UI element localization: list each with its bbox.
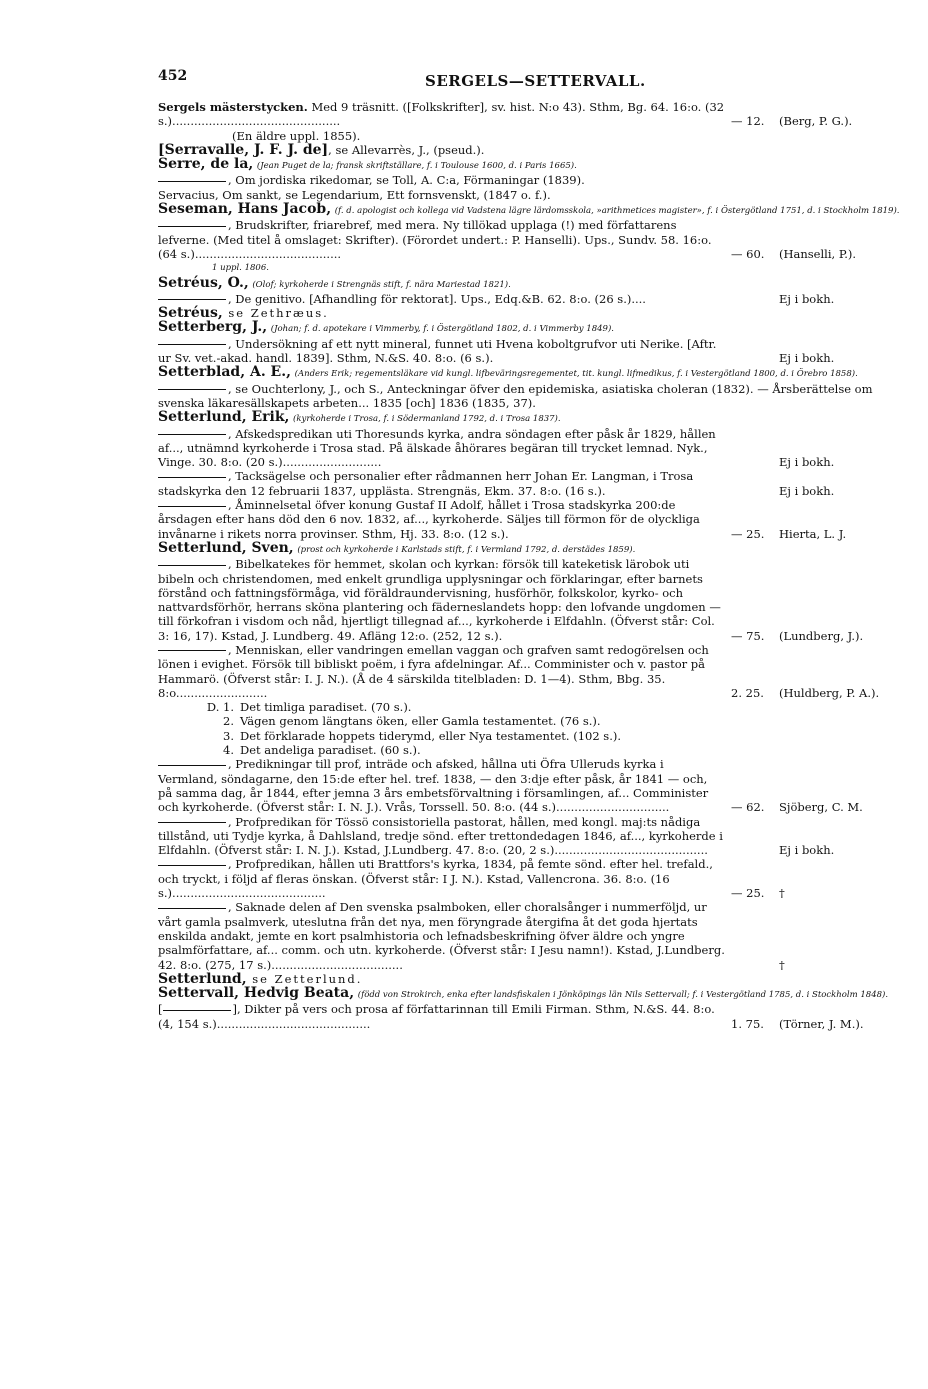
publisher: (Lundberg, J.). bbox=[779, 628, 864, 643]
volume-item bbox=[158, 714, 903, 728]
author-name: Setterberg, J., bbox=[158, 319, 268, 336]
author-bio: (född von Strokirch, enka efter landsfiskalen i Jönköpings län Nils Settervall; f. i Vestergötland 1785, d. i Stockholm 1848). bbox=[357, 990, 889, 1001]
entry-text: se Zethræus. bbox=[222, 306, 329, 321]
publisher: Hierta, L. J. bbox=[779, 526, 847, 541]
volume-label: 3. bbox=[223, 728, 234, 743]
entry-text: , Menniskan, eller vandringen emellan vaggan och grafven samt redogörelsen och lönen i evighet. Försök till bibliskt poëm, i fyra afdelningar. Af... Comminister och v. pastor på Hammarö. (Öfverst står: I. J. N.). (Å de 4 särskilda titelbladen: D. 1—4). Sthm, Bbg. 35. 8:o......................... bbox=[158, 642, 709, 700]
publisher: Ej i bokh. bbox=[779, 291, 835, 306]
volume-label: D. 1. bbox=[206, 700, 234, 715]
ditto-dash bbox=[158, 344, 226, 345]
ditto-dash bbox=[158, 650, 226, 651]
entry-text: , Brudskrifter, friarebref, med mera. Ny tillökad upplaga (!) med författarens lefverne. (Med titel å omslaget: Skrifter). (Förordet undert.: P. Hanselli). Ups., Sundv. 58. 16:o. (64 s.)........................................ bbox=[158, 218, 712, 261]
author-bio: (kyrkoherde i Trosa, f. i Södermanland 1792, d. i Trosa 1837). bbox=[293, 414, 561, 425]
author-bio: (f. d. apologist och kollega vid Vadstena lägre lärdomsskola, »arithmetices magister», f. i Östergötland 1751, d. i Stockholm 1819). bbox=[334, 206, 900, 217]
publisher: Sjöberg, C. M. bbox=[779, 800, 863, 815]
price: 1. 75. bbox=[731, 1016, 764, 1031]
entry-setterblad bbox=[158, 365, 903, 381]
author-name: Setréus, bbox=[158, 305, 223, 322]
publisher: (Huldberg, P. A.). bbox=[779, 685, 880, 700]
entry-sven-work-5 bbox=[158, 857, 903, 900]
volume-title: Det timliga paradiset. (70 s.). bbox=[240, 700, 412, 715]
publisher: (Berg, P. G.). bbox=[779, 114, 853, 129]
entry-text: , Profpredikan för Tössö consistoriella pastorat, hållen, med kongl. maj:ts nådiga tillstånd, uti Tydje kyrka, å Dahlsland, tredje sönd. efter trettondedagen 1846, af..., kyrkoherde i Elfdahln. (Öfverst står: I. N. J.). Kstad, J.Lundberg. 47. 8:o. (20, 2 s.).......................................... bbox=[158, 814, 723, 858]
entry-settervall bbox=[158, 986, 903, 1002]
entry-setterberg bbox=[158, 320, 903, 336]
ditto-dash bbox=[158, 299, 226, 300]
entry-setterlund-ref bbox=[158, 972, 903, 986]
entry-text: , se Allevarrès, J., (pseud.). bbox=[328, 142, 485, 157]
ditto-dash bbox=[163, 1010, 231, 1011]
author-bio: (Olof; kyrkoherde i Strengnäs stift, f. nära Mariestad 1821). bbox=[252, 279, 511, 290]
dagger-mark: † bbox=[779, 957, 785, 972]
volume-item bbox=[158, 700, 903, 714]
publisher: Ej i bokh. bbox=[779, 455, 835, 470]
entry-erik-work-1 bbox=[158, 427, 903, 470]
ditto-dash bbox=[158, 565, 226, 566]
author-name: Seseman, Hans Jacob, bbox=[158, 201, 332, 218]
author-bio: (Johan; f. d. apotekare i Vimmerby, f. i Östergötland 1802, d. i Vimmerby 1849). bbox=[270, 324, 614, 335]
entry-setreus bbox=[158, 276, 903, 292]
dagger-mark: † bbox=[779, 886, 785, 901]
ditto-dash bbox=[158, 822, 226, 823]
entry-text: ], Dikter på vers och prosa af författarinnan till Emili Firman. Sthm, N.&S. 44. 8:o. (4, 154 s.).......................................... bbox=[158, 1002, 715, 1031]
price: — 25. bbox=[731, 526, 765, 541]
ditto-dash bbox=[158, 389, 226, 390]
entry-sven-work-3 bbox=[158, 757, 903, 814]
author-bio: (Jean Puget de la; fransk skriftställare, f. i Toulouse 1600, d. i Paris 1665). bbox=[256, 161, 577, 172]
publisher: (Hanselli, P.). bbox=[779, 246, 857, 261]
entry-text: , Undersökning af ett nytt mineral, funnet uti Hvena koboltgrufvor uti Nerike. [Aftr. ur Sv. vet.-akad. handl. 1839]. Sthm, N.&S. 40. 8:o. (6 s.). bbox=[158, 336, 717, 366]
entry-text: , Åminnelsetal öfver konung Gustaf II Adolf, hållet i Trosa stadskyrka 200:de årsdagen efter hans död den 6 nov. 1832, af..., kyrkoherde. Säljes till förmon för de olyckliga invånarne i rikets norra provinser. Sthm, Hj. 33. 8:o. (12 s.). bbox=[158, 498, 700, 541]
author-name: Setterblad, A. E., bbox=[158, 364, 291, 381]
entry-serre bbox=[158, 157, 903, 173]
volume-item bbox=[158, 729, 903, 743]
catalog-entries bbox=[158, 100, 903, 1031]
entry-text: , Profpredikan, hållen uti Brattfors's kyrka, 1834, på femte sönd. efter hel. trefald., och tryckt, i följd af fleras önskan. (Öfverst står: I J. N.). Kstad, Vallencrona. 36. 8:o. (16 s.).......................................... bbox=[158, 857, 713, 901]
author-name: Setréus, O., bbox=[158, 274, 249, 291]
entry-text: , Om jordiska rikedomar, se Toll, A. C:a, Förmaningar (1839). bbox=[228, 173, 585, 188]
price: — 62. bbox=[731, 800, 765, 815]
entry-settervall-work: [ ], Dikter på vers och prosa af författarinnan till Emili Firman. Sthm, N.&S. 44. 8:o. (4, 154 s.).......................................... 1. 75. (Törner, J. M.). bbox=[158, 1002, 903, 1031]
entry-setreus-work bbox=[158, 292, 903, 306]
volume-label: 2. bbox=[223, 714, 234, 729]
author-name: Setterlund, bbox=[158, 970, 247, 987]
ditto-dash bbox=[158, 181, 226, 182]
entry-note: 1 uppl. 1806. bbox=[212, 263, 269, 274]
author-bio: (Anders Erik; regementsläkare vid kungl. lifbeväringsregementet, tit. kungl. lifmedikus, f. i Vestergötland 1800, d. i Örebro 1858). bbox=[294, 369, 858, 380]
entry-sven-work-4 bbox=[158, 815, 903, 858]
publisher: Ej i bokh. bbox=[779, 351, 835, 366]
entry-text: , Afskedspredikan uti Thoresunds kyrka, andra söndagen efter påsk år 1829, hållen af..., utnämnd kyrkoherde i Trosa stad. På älskade åhörares begäran till trycket lemnad. Nyk., Vinge. 30. 8:o. (20 s.)........................... bbox=[158, 426, 716, 470]
entry-text: Med 9 träsnitt. ([Folkskrifter], sv. hist. N:o 43). Sthm, Bg. 64. 16:o. (32 s.).............................................. bbox=[158, 100, 725, 129]
entry-setterberg-work bbox=[158, 337, 903, 366]
entry-sven-work-6 bbox=[158, 900, 903, 971]
entry-setreus-ref bbox=[158, 306, 903, 320]
volume-label: 4. bbox=[223, 743, 234, 758]
entry-erik-work-3 bbox=[158, 498, 903, 541]
author-bio: (prost och kyrkoherde i Karlstads stift, f. i Vermland 1792, d. derstädes 1859). bbox=[297, 544, 636, 555]
author-name: Serre, de la, bbox=[158, 156, 254, 173]
author-name: Setterlund, Sven, bbox=[158, 539, 294, 556]
price: — 60. bbox=[731, 246, 765, 261]
entry-text: , Bibelkatekes för hemmet, skolan och kyrkan: försök till kateketisk lärobok uti bibeln och christendomen, med enkelt grundliga upplysningar och förklaringar, efter barnets förstånd och fattningsförmåga, vid föräldraundervisning, husförhör, folkskolor, kyrko- och nattvardsförhör, herrans sköna plantering och fäderneslandets hopp: den lofvande ungdomen — till förkofran i visdom och nåd, hjertligt tillegnad af..., kyrkoherde i Elfdahln. (Öfverst står: Col. 3: 16, 17). Kstad, J. Lundberg. 49. Afläng 12:o. (252, 12 s.). bbox=[158, 557, 721, 643]
ditto-dash bbox=[158, 865, 226, 866]
price: — 75. bbox=[731, 628, 765, 643]
entry-seseman-work bbox=[158, 218, 903, 261]
entry-setterlund-sven bbox=[158, 541, 903, 557]
entry-note: (En äldre uppl. 1855). bbox=[232, 128, 361, 143]
ditto-dash bbox=[158, 226, 226, 227]
entry-text: , se Ouchterlony, J., och S., Anteckningar öfver den epidemiska, asiatiska choleran (1832). — Årsberättelse om svenska läkaresällskapets arbeten... 1835 [och] 1836 (1835, 37). bbox=[158, 381, 873, 410]
entry-seseman bbox=[158, 202, 903, 218]
running-header: SERGELS—SETTERVALL. bbox=[425, 72, 646, 90]
entry-sergels bbox=[158, 100, 903, 129]
entry-text: , Saknade delen af Den svenska psalmboken, eller choralsånger i nummerföljd, ur vårt gamla psalmverk, uteslutna från det nya, men föryngrade återgifna åt det goda hjertats enskilda andakt, jemte en kort psalmhistoria och lefnadsbeskrifning öfver äldre och yngre psalmförfattare, af... comm. och utn. kyrkoherde. (Öfverst står: I Jesu namn!). Kstad, J.Lundberg. 42. 8:o. (275, 17 s.).................................... bbox=[158, 900, 725, 972]
ditto-dash bbox=[158, 765, 226, 766]
entry-servacius: Servacius, Om sankt, se Legendarium, Ett fornsvenskt, (1847 o. f.). bbox=[158, 187, 551, 202]
entry-serre-work bbox=[158, 173, 903, 187]
volume-title: Vägen genom längtans öken, eller Gamla testamentet. (76 s.). bbox=[240, 714, 601, 729]
publisher: Ej i bokh. bbox=[779, 843, 835, 858]
ditto-dash bbox=[158, 477, 226, 478]
entry-erik-work-2 bbox=[158, 469, 903, 498]
ditto-dash bbox=[158, 908, 226, 909]
entry-text: se Zetterlund. bbox=[246, 971, 363, 986]
author-name: [Serravalle, J. F. J. de] bbox=[158, 141, 329, 158]
ditto-dash bbox=[158, 506, 226, 507]
publisher: (Törner, J. M.). bbox=[779, 1016, 864, 1031]
price: — 12. bbox=[731, 114, 765, 129]
entry-serravalle bbox=[158, 143, 903, 157]
volume-title: Det förklarade hoppets tiderymd, eller Nya testamentet. (102 s.). bbox=[240, 728, 621, 743]
entry-title: Sergels mästerstycken. bbox=[158, 100, 308, 114]
entry-setterlund-erik bbox=[158, 410, 903, 426]
ditto-dash bbox=[158, 434, 226, 435]
price: — 25. bbox=[731, 886, 765, 901]
volume-title: Det andeliga paradiset. (60 s.). bbox=[240, 743, 421, 758]
publisher: Ej i bokh. bbox=[779, 483, 835, 498]
entry-sven-work-2 bbox=[158, 643, 903, 700]
author-name: Settervall, Hedvig Beata, bbox=[158, 985, 355, 1002]
entry-text: , De genitivo. [Afhandling för rektorat]. Ups., Edq.&B. 62. 8:o. (26 s.).... bbox=[228, 291, 646, 306]
price: 2. 25. bbox=[731, 685, 764, 700]
entry-sven-work-1 bbox=[158, 557, 903, 643]
author-name: Setterlund, Erik, bbox=[158, 409, 290, 426]
entry-text: , Predikningar till prof, inträde och afsked, hållna uti Öfra Ulleruds kyrka i Vermland, söndagarne, den 15:de efter hel. tref. 1838, — den 3:dje efter påsk, år 1841 — och, på samma dag, år 1844, efter jemna 3 års embetsförvaltning i församlingen, af... Comminister och kyrkoherde. (Öfverst står: I. N. J.). Vrås, Torssell. 50. 8:o. (44 s.)............................... bbox=[158, 757, 709, 815]
volume-item bbox=[158, 743, 903, 757]
entry-setterblad-work bbox=[158, 382, 903, 411]
page-number: 452 bbox=[158, 68, 188, 84]
entry-text: , Tacksägelse och personalier efter rådmannen herr Johan Er. Langman, i Trosa stadskyrka den 12 februarii 1837, upplästa. Strengnäs, Ekm. 37. 8:o. (16 s.). bbox=[158, 469, 694, 498]
